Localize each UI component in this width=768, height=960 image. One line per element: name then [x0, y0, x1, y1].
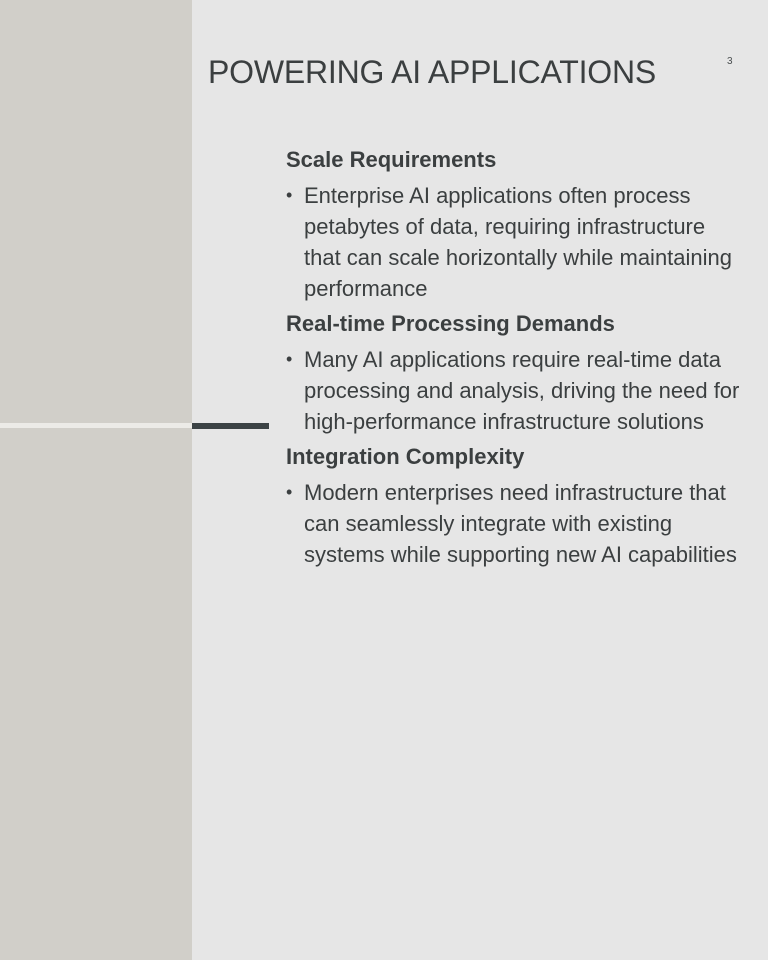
section-integration-complexity	[286, 441, 746, 570]
bullet-text: Many AI applications require real-time data processing and analysis, driving the need for high-performance infrastructure solutions	[304, 347, 740, 434]
bullet-item	[286, 344, 746, 437]
sidebar-divider-line	[0, 423, 192, 428]
section-real-time-processing	[286, 308, 746, 437]
sidebar-panel	[0, 0, 192, 960]
section-heading: Scale Requirements	[286, 147, 497, 172]
bullet-text: Enterprise AI applications often process petabytes of data, requiring infrastructure that can scale horizontally while maintaining performance	[304, 183, 733, 301]
page-number: 3	[727, 56, 733, 67]
accent-bar	[192, 423, 269, 429]
bullet-item	[286, 477, 746, 570]
section-scale-requirements	[286, 144, 746, 304]
bullet-dot-icon: •	[286, 185, 293, 205]
bullet-text: Modern enterprises need infrastructure that can seamlessly integrate with existing systems while supporting new AI capabilities	[304, 480, 737, 567]
slide-content	[286, 144, 746, 574]
bullet-item	[286, 180, 746, 304]
bullet-dot-icon: •	[286, 349, 293, 369]
section-heading: Real-time Processing Demands	[286, 311, 615, 336]
section-heading: Integration Complexity	[286, 444, 525, 469]
slide-title: POWERING AI APPLICATIONS	[208, 54, 657, 91]
bullet-dot-icon: •	[286, 482, 293, 502]
